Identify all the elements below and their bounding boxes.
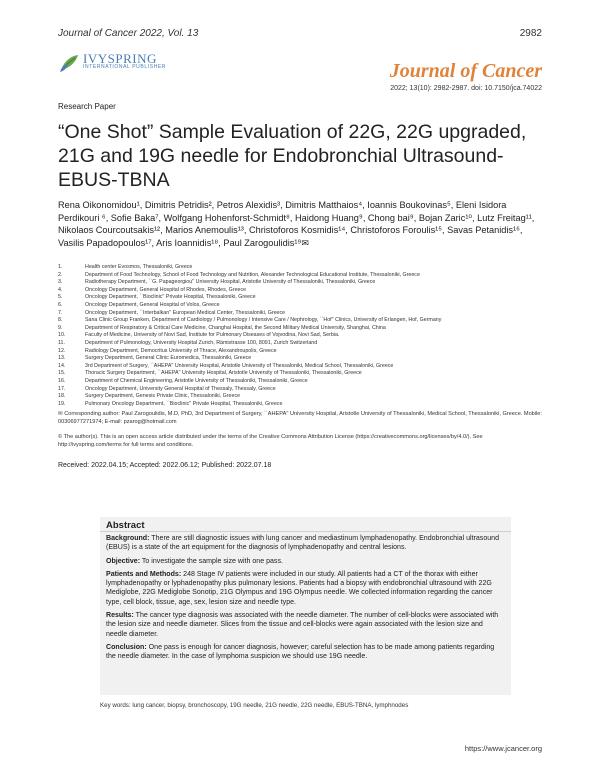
affiliation-text: Surgery Department, General Clinic Euromedica, Thessaloniki, Greece xyxy=(85,355,252,362)
affiliation-item xyxy=(58,378,542,386)
abstract-body xyxy=(106,534,501,666)
affiliation-list xyxy=(58,264,542,408)
affiliation-text: Sana Clinic Group Franken, Department of Cardiology / Pulmonology / Intensive Care / Nephrology, ``Hof'' Clinics, University of Erlangen, Hof, Germany xyxy=(85,317,442,324)
affiliation-number: 2. xyxy=(58,271,63,278)
keywords: Key words: lung cancer, biopsy, bronchoscopy, 19G needle, 21G needle, 22G needle, EBUS-TBNA, lymphnodes xyxy=(100,702,409,709)
affiliation-text: Surgery Department, Genesis Private Clinic, Thessaloniki, Greece xyxy=(85,393,241,400)
affiliation-item xyxy=(58,401,542,409)
affiliation-number: 12. xyxy=(58,347,66,354)
affiliation-number: 16. xyxy=(58,377,66,384)
affiliation-number: 7. xyxy=(58,309,63,316)
affiliation-text: Oncology Department, ``Interbalkan'' European Medical Center, Thessaloniki, Greece xyxy=(85,309,286,316)
article-type: Research Paper xyxy=(58,102,116,111)
affiliation-item xyxy=(58,355,542,363)
affiliation-item xyxy=(58,348,542,356)
affiliation-text: Oncology Department, University General Hospital of Thessaly, Thessaly, Greece xyxy=(85,385,276,392)
article-title: “One Shot” Sample Evaluation of 22G, 22G upgraded, 21G and 19G needle for Endobronchial Ultrasound-EBUS-TBNA xyxy=(58,121,527,191)
affiliation-item xyxy=(58,363,542,371)
affiliation-item xyxy=(58,279,542,287)
affiliation-item xyxy=(58,332,542,340)
abstract-background: Background: There are still diagnostic issues with lung cancer and mediastinum lymphadenopathy. Endobronchial ultrasound (EBUS) is a state of the art equipment for the diagnosis of lymphadenopathy and central lesions. xyxy=(106,535,500,552)
journal-logo: Journal of Cancer xyxy=(389,60,542,82)
affiliation-number: 9. xyxy=(58,324,63,331)
affiliation-number: 11. xyxy=(58,339,65,346)
affiliation-number: 1. xyxy=(58,264,63,270)
journal-url[interactable]: https://www.jcancer.org xyxy=(464,744,542,753)
affiliation-number: 19. xyxy=(58,400,66,407)
affiliation-item xyxy=(58,317,542,325)
author-list: Rena Oikonomidou¹, Dimitris Petridis², Petros Alexidis³, Dimitris Matthaios⁴, Ioannis Boukovinas⁵, Eleni Isidora Perdikouri ⁶, Sofie Baka⁷, Wolfgang Hohenforst-Schmidt⁸, Haidong Huang⁹, Chong bai⁹, Bojan Zaric¹⁰, Lutz Freitag¹¹, Nikolaos Courcoutsakis¹², Marios Anemoulis¹³, Christoforos Kosmidis¹⁴, Christoforos Foroulis¹⁵, Savas Petanidis¹⁶, Vasilis Papadopoulos¹⁷, Aris Ioannidis¹⁸, Paul Zarogoulidis¹⁹✉ xyxy=(58,200,535,248)
affiliation-number: 10. xyxy=(58,332,66,339)
affiliation-item xyxy=(58,370,542,378)
abstract-results: Results: The cancer type diagnosis was associated with the needle diameter. The number of cell-blocks were associated with the lesion size and needle diameter. Slices from the tissue and cell-blocks were again associated with the lesion size and needle diameter. xyxy=(106,612,499,638)
abstract-conclusion: Conclusion: One pass is enough for cancer diagnosis, however; careful selection has to be made among patients regarding the needle diameter. In the case of lymphoma suspicion we should use 19G needle. xyxy=(106,643,495,661)
affiliation-item xyxy=(58,294,542,302)
affiliation-item xyxy=(58,325,542,333)
publisher-subtitle: INTERNATIONAL PUBLISHER xyxy=(83,64,166,70)
affiliation-text: Oncology Department, General Hospital of Volos, Greece xyxy=(85,301,220,308)
affiliation-item xyxy=(58,340,542,348)
affiliation-number: 13. xyxy=(58,355,66,362)
affiliation-text: Radiotherapy Department, ``G. Papageorgiou'' University Hospital, Aristotle University of Thessaloniki, Thessaloniki, Greece xyxy=(85,279,376,286)
journal-issue: Journal of Cancer 2022, Vol. 13 xyxy=(58,28,199,39)
affiliation-text: Department of Pulmonology, University Hospital Zurich, Rämistrasse 100, 8091, Zurich Switzerland xyxy=(85,339,318,346)
affiliation-item xyxy=(58,302,542,310)
affiliation-text: Department of Chemical Engineering, Aristotle University of Thessaloniki, Thessaloniki, Greece xyxy=(85,377,308,384)
affiliation-item xyxy=(58,272,542,280)
affiliation-text: Faculty of Medicine, University of Novi Sad, Institute for Pulmonary Diseases of Vojvodina, Novi Sad, Serbia. xyxy=(85,332,340,339)
affiliation-number: 5. xyxy=(58,294,63,301)
publisher-logo xyxy=(58,52,166,74)
affiliation-text: Department of Respiratory & Critical Care Medicine, Changhai Hospital, the Second Military Medical University, Shanghai, China xyxy=(85,324,386,331)
affiliation-text: Department of Food Technology, School of Food Technology and Nutrition, Alexander Technological Educational Institute, Thessaloniki, Greece xyxy=(85,271,420,278)
abstract-methods: Patients and Methods: 248 Stage IV patients were included in our study. All patients had a CT of the thorax with either lymphadenopathy or lyphadenopathy plus pulmonary lesions. Patients had a biopsy with endobronchial ultrasound with 22G Mediglobe, 22G Mediglobe Sonotip, 21G Olympus and 19G Olympus needle. We collected information regarding the cancer type, cell block, tissue, age, sex, lesion size and needle type. xyxy=(106,570,493,606)
affiliation-item xyxy=(58,287,542,295)
affiliation-text: Oncology Department, General Hospital of Rhodes, Rhodes, Greece xyxy=(85,286,247,293)
publisher-name: IVYSPRING xyxy=(83,51,157,66)
affiliation-item xyxy=(58,393,542,401)
affiliation-number: 6. xyxy=(58,301,63,308)
article-dates: Received: 2022.04.15; Accepted: 2022.06.12; Published: 2022.07.18 xyxy=(58,462,272,469)
citation-doi: 2022; 13(10): 2982-2987. doi: 10.7150/jca.74022 xyxy=(390,85,542,92)
affiliation-item xyxy=(58,310,542,318)
affiliation-text: Thoracic Surgery Department, ``AHEPA'' University Hospital, Aristotle University of Thessaloniki, Thessaloniki, Greece xyxy=(85,370,362,377)
affiliation-item xyxy=(58,264,542,272)
affiliation-number: 17. xyxy=(58,385,66,392)
affiliation-text: Health center Evosmos, Thessaloniki, Greece xyxy=(85,264,193,270)
abstract-heading: Abstract xyxy=(106,520,145,531)
abstract-divider xyxy=(100,531,511,532)
affiliation-text: 3rd Department of Surgery, ``AHEPA'' University Hospital, Aristotle University of Thessaloniki, Medical School, Thessaloniki, Greece xyxy=(85,362,394,369)
affiliation-number: 15. xyxy=(58,370,66,377)
corresponding-author: ✉ Corresponding author: Paul Zarogoulidis, M.D, PhD, 3rd Department of Surgery, ``AHEPA'' University Hospital, Aristotle University of Thessaloniki, Medical School, Thessaloniki, Greece. Mobile: 00306977271974; E-mail: pzarog@hotmail.com xyxy=(58,411,542,426)
affiliation-number: 18. xyxy=(58,393,66,400)
affiliation-text: Oncology Department, ``Bioclinic'' Private Hospital, Thessaloniki, Greece xyxy=(85,294,256,301)
license-notice: © The author(s). This is an open access article distributed under the terms of the Creative Commons Attribution License (https://creativecommons.org/licenses/by/4.0/). See http://ivyspring.com/terms for full terms and conditions. xyxy=(58,434,483,449)
affiliation-number: 8. xyxy=(58,317,63,324)
affiliation-number: 3. xyxy=(58,279,63,286)
affiliation-number: 4. xyxy=(58,286,63,293)
affiliation-item xyxy=(58,386,542,394)
page-number: 2982 xyxy=(519,28,542,39)
ivy-leaf-icon xyxy=(58,52,80,74)
affiliation-text: Radiology Department, Democritus University of Thrace, Alexandroupolis, Greece xyxy=(85,347,277,354)
abstract-objective: Objective: To investigate the sample size with one pass. xyxy=(106,557,283,565)
affiliation-number: 14. xyxy=(58,362,66,369)
affiliation-text: Pulmonary Oncology Department, ``Bioclinic'' Private Hospital, Thessaloniki, Greece xyxy=(85,400,283,407)
running-header xyxy=(58,28,542,39)
